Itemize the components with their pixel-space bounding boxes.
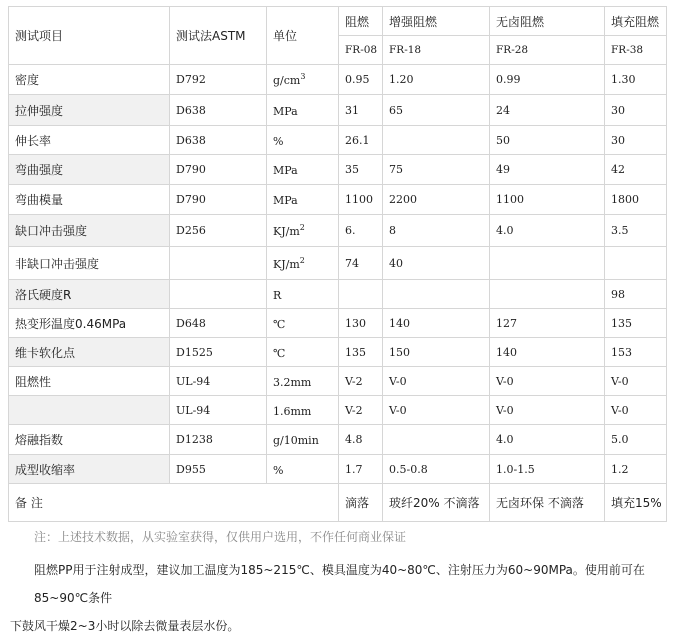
- unit-cell: [267, 309, 339, 338]
- method-cell: D790: [170, 155, 267, 185]
- value-cell: V-2: [339, 396, 383, 425]
- unit-text: g/10min: [273, 434, 319, 447]
- value-cell: 31: [339, 95, 383, 126]
- value-cell: 4.0: [490, 215, 605, 247]
- value-cell: V-0: [383, 396, 490, 425]
- unit-text: MPa: [273, 164, 298, 177]
- value-cell: 5.0: [605, 425, 667, 455]
- header-row-categories: [9, 7, 667, 36]
- method-cell: UL-94: [170, 367, 267, 396]
- remark-cell: 填充15%: [605, 484, 667, 522]
- test-item-cell: 拉伸强度: [9, 95, 170, 126]
- header-unit: 单位: [267, 7, 339, 65]
- header-grade: FR-18: [383, 36, 490, 65]
- unit-text: KJ/m: [273, 225, 300, 238]
- value-cell: 1.20: [383, 65, 490, 95]
- unit-text: g/cm: [273, 74, 301, 87]
- test-item-cell: 成型收缩率: [9, 455, 170, 484]
- remark-cell: 玻纤20% 不滴落: [383, 484, 490, 522]
- value-cell: 1100: [339, 185, 383, 215]
- table-row: [9, 425, 667, 455]
- remark-cell: 滴落: [339, 484, 383, 522]
- method-cell: D638: [170, 95, 267, 126]
- remarks-row: [9, 484, 667, 522]
- value-cell: 0.95: [339, 65, 383, 95]
- header-test-item: 测试项目: [9, 7, 170, 65]
- table-row: [9, 367, 667, 396]
- value-cell: [490, 247, 605, 280]
- header-category: 无卤阻燃: [490, 7, 605, 36]
- method-cell: D638: [170, 126, 267, 155]
- value-cell: 0.99: [490, 65, 605, 95]
- unit-superscript: 2: [299, 255, 305, 265]
- value-cell: 150: [383, 338, 490, 367]
- value-cell: 98: [605, 280, 667, 309]
- method-cell: [170, 247, 267, 280]
- value-cell: 42: [605, 155, 667, 185]
- value-cell: 2200: [383, 185, 490, 215]
- test-item-cell: 洛氏硬度R: [9, 280, 170, 309]
- unit-text: KJ/m: [273, 257, 300, 271]
- table-row: [9, 247, 667, 280]
- method-cell: UL-94: [170, 396, 267, 425]
- value-cell: 8: [383, 215, 490, 247]
- value-cell: 135: [339, 338, 383, 367]
- table-row: [9, 65, 667, 95]
- unit-cell: [267, 95, 339, 126]
- unit-text: MPa: [273, 194, 298, 207]
- value-cell: 140: [383, 309, 490, 338]
- value-cell: [383, 126, 490, 155]
- test-item-cell: 伸长率: [9, 126, 170, 155]
- value-cell: V-0: [490, 396, 605, 425]
- method-cell: [170, 280, 267, 309]
- unit-text: R: [273, 288, 282, 302]
- test-item-cell: 密度: [9, 65, 170, 95]
- header-grade: FR-28: [490, 36, 605, 65]
- test-item-cell: 弯曲强度: [9, 155, 170, 185]
- value-cell: V-0: [490, 367, 605, 396]
- unit-text: 3.2mm: [273, 375, 312, 389]
- unit-text: ℃: [273, 346, 286, 360]
- table-row: [9, 338, 667, 367]
- value-cell: 1.2: [605, 455, 667, 484]
- paragraph-line: 下鼓风干燥2~3小时以除去微量表层水份。: [10, 619, 240, 633]
- value-cell: 30: [605, 126, 667, 155]
- method-cell: D256: [170, 215, 267, 247]
- value-cell: [383, 280, 490, 309]
- test-item-cell: 熔融指数: [9, 425, 170, 455]
- value-cell: 4.8: [339, 425, 383, 455]
- table-row: [9, 215, 667, 247]
- table-row: [9, 280, 667, 309]
- unit-cell: [267, 455, 339, 484]
- value-cell: [490, 280, 605, 309]
- unit-text: ℃: [273, 317, 286, 331]
- disclaimer-note: 注：上述技术数据，从实验室获得，仅供用户选用，不作任何商业保证: [34, 530, 407, 544]
- value-cell: [339, 280, 383, 309]
- unit-cell: [267, 247, 339, 280]
- unit-text: %: [273, 463, 284, 477]
- value-cell: 1800: [605, 185, 667, 215]
- value-cell: 40: [383, 247, 490, 280]
- value-cell: 135: [605, 309, 667, 338]
- table-row: [9, 396, 667, 425]
- method-cell: D1238: [170, 425, 267, 455]
- test-item-cell: 缺口冲击强度: [9, 215, 170, 247]
- value-cell: 3.5: [605, 215, 667, 247]
- table-row: [9, 455, 667, 484]
- remark-cell: 无卤环保 不滴落: [490, 484, 605, 522]
- header-category: 阻燃: [339, 7, 383, 36]
- value-cell: 153: [605, 338, 667, 367]
- unit-superscript: 2: [299, 223, 305, 232]
- unit-cell: [267, 185, 339, 215]
- value-cell: 49: [490, 155, 605, 185]
- value-cell: 1.0-1.5: [490, 455, 605, 484]
- unit-cell: [267, 126, 339, 155]
- unit-text: MPa: [273, 104, 298, 118]
- spec-table: [8, 6, 667, 522]
- table-row: [9, 185, 667, 215]
- value-cell: [605, 247, 667, 280]
- unit-cell: [267, 280, 339, 309]
- value-cell: 50: [490, 126, 605, 155]
- test-item-cell: 维卡软化点: [9, 338, 170, 367]
- header-method: 测试法ASTM: [170, 7, 267, 65]
- paragraph-line: 阻燃PP用于注射成型，建议加工温度为185~215℃、模具温度为40~80℃、注射压力为60~90MPa。使用前可在85~90℃条件: [34, 563, 645, 605]
- value-cell: 1.7: [339, 455, 383, 484]
- value-cell: 26.1: [339, 126, 383, 155]
- table-row: [9, 309, 667, 338]
- method-cell: D648: [170, 309, 267, 338]
- method-cell: D790: [170, 185, 267, 215]
- test-item-cell: 热变形温度0.46MPa: [9, 309, 170, 338]
- value-cell: 130: [339, 309, 383, 338]
- processing-paragraph: [10, 556, 670, 640]
- value-cell: 6.: [339, 215, 383, 247]
- value-cell: [383, 425, 490, 455]
- table-row: [9, 155, 667, 185]
- test-item-cell: 非缺口冲击强度: [9, 247, 170, 280]
- value-cell: V-0: [605, 396, 667, 425]
- value-cell: 30: [605, 95, 667, 126]
- value-cell: V-2: [339, 367, 383, 396]
- value-cell: 140: [490, 338, 605, 367]
- value-cell: 74: [339, 247, 383, 280]
- unit-cell: [267, 396, 339, 425]
- unit-text: 1.6mm: [273, 404, 312, 418]
- table-row: [9, 126, 667, 155]
- header-grade: FR-08: [339, 36, 383, 65]
- value-cell: 24: [490, 95, 605, 126]
- table-row: [9, 95, 667, 126]
- header-grade: FR-38: [605, 36, 667, 65]
- value-cell: V-0: [605, 367, 667, 396]
- unit-cell: [267, 65, 339, 95]
- unit-cell: [267, 155, 339, 185]
- value-cell: 1100: [490, 185, 605, 215]
- value-cell: 65: [383, 95, 490, 126]
- value-cell: 127: [490, 309, 605, 338]
- value-cell: 4.0: [490, 425, 605, 455]
- value-cell: 1.30: [605, 65, 667, 95]
- test-item-cell: 阻燃性: [9, 367, 170, 396]
- method-cell: D1525: [170, 338, 267, 367]
- value-cell: 0.5-0.8: [383, 455, 490, 484]
- unit-superscript: 3: [300, 72, 306, 81]
- unit-cell: [267, 338, 339, 367]
- header-category: 增强阻燃: [383, 7, 490, 36]
- value-cell: V-0: [383, 367, 490, 396]
- header-category: 填充阻燃: [605, 7, 667, 36]
- unit-cell: [267, 425, 339, 455]
- value-cell: 35: [339, 155, 383, 185]
- unit-text: %: [273, 134, 284, 148]
- value-cell: 75: [383, 155, 490, 185]
- unit-cell: [267, 215, 339, 247]
- method-cell: D955: [170, 455, 267, 484]
- test-item-cell: 弯曲模量: [9, 185, 170, 215]
- method-cell: D792: [170, 65, 267, 95]
- test-item-cell: [9, 396, 170, 425]
- remarks-label: 备 注: [9, 484, 339, 522]
- unit-cell: [267, 367, 339, 396]
